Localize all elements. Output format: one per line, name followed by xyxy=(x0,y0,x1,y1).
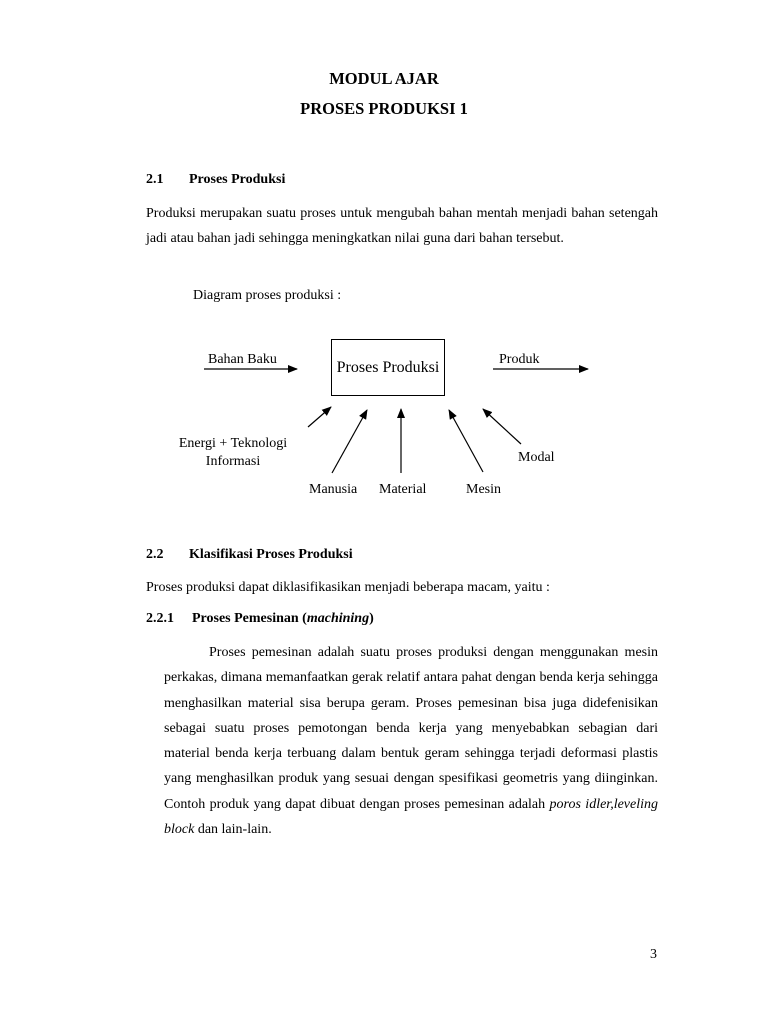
manusia-arrow xyxy=(332,410,367,473)
subsection-number: 2.2.1 xyxy=(146,611,174,626)
page-number: 3 xyxy=(650,947,657,962)
paragraph-text: Proses produksi dapat diklasifikasikan menjadi beberapa macam, yaitu : xyxy=(146,580,550,595)
energy-label xyxy=(168,435,298,471)
diagram-intro: Diagram proses produksi : xyxy=(193,288,342,303)
heading-prefix: Proses Pemesinan ( xyxy=(192,611,307,626)
section-number: 2.2 xyxy=(146,547,164,562)
mesin-arrow xyxy=(449,410,483,472)
section-number: 2.1 xyxy=(146,172,164,187)
section-heading: Proses Produksi xyxy=(189,172,286,187)
heading-suffix: ) xyxy=(369,611,374,626)
energy-label-line2: Informasi xyxy=(205,454,261,469)
modal-label: Modal xyxy=(518,450,555,465)
output-label: Produk xyxy=(499,352,540,367)
paragraph-text: Produksi merupakan suatu proses untuk mengubah bahan mentah menjadi bahan setengah jadi atau bahan jadi sehingga meningkatkan nilai guna dari bahan tersebut. xyxy=(146,206,658,247)
paragraph-part1: Proses pemesinan adalah suatu proses produksi dengan menggunakan mesin perkakas, dimana memanfaatkan gerak relatif antara pahat dengan benda kerja sehingga menghasilkan material sisa berupa geram. Proses pemesinan bisa juga didefenisikan sebagai suatu proses pemotongan benda kerja yang menyebabkan sebagian dari material benda kerja terbuang dalam bentuk geram sehingga terjadi deformasi plastis yang menghasilkan produk yang sesuai dengan spesifikasi geometris yang diinginkan. Contoh produk yang dapat dibuat dengan proses pemesinan adalah xyxy=(164,645,658,812)
modal-arrow xyxy=(483,409,521,444)
subsection-heading xyxy=(192,611,374,627)
section-heading: Klasifikasi Proses Produksi xyxy=(189,547,353,562)
paragraph-classification xyxy=(146,575,666,600)
energy-arrow xyxy=(308,407,331,427)
energy-label-line1: Energi + Teknologi xyxy=(178,436,288,451)
mesin-label: Mesin xyxy=(466,482,501,497)
paragraph-machining xyxy=(164,640,658,842)
heading-italic: machining xyxy=(306,611,370,626)
process-box-label: Proses Produksi xyxy=(336,358,440,376)
paragraph-part2: dan lain-lain. xyxy=(194,822,272,838)
input-label: Bahan Baku xyxy=(208,352,277,367)
document-title: MODUL AJAR xyxy=(329,69,439,88)
manusia-label: Manusia xyxy=(309,482,358,497)
paragraph-text xyxy=(164,640,658,842)
material-label: Material xyxy=(379,482,427,497)
document-subtitle: PROSES PRODUKSI 1 xyxy=(300,99,468,118)
process-box xyxy=(331,339,445,396)
paragraph-italic-examples: poros idler,leveling block xyxy=(164,796,658,838)
